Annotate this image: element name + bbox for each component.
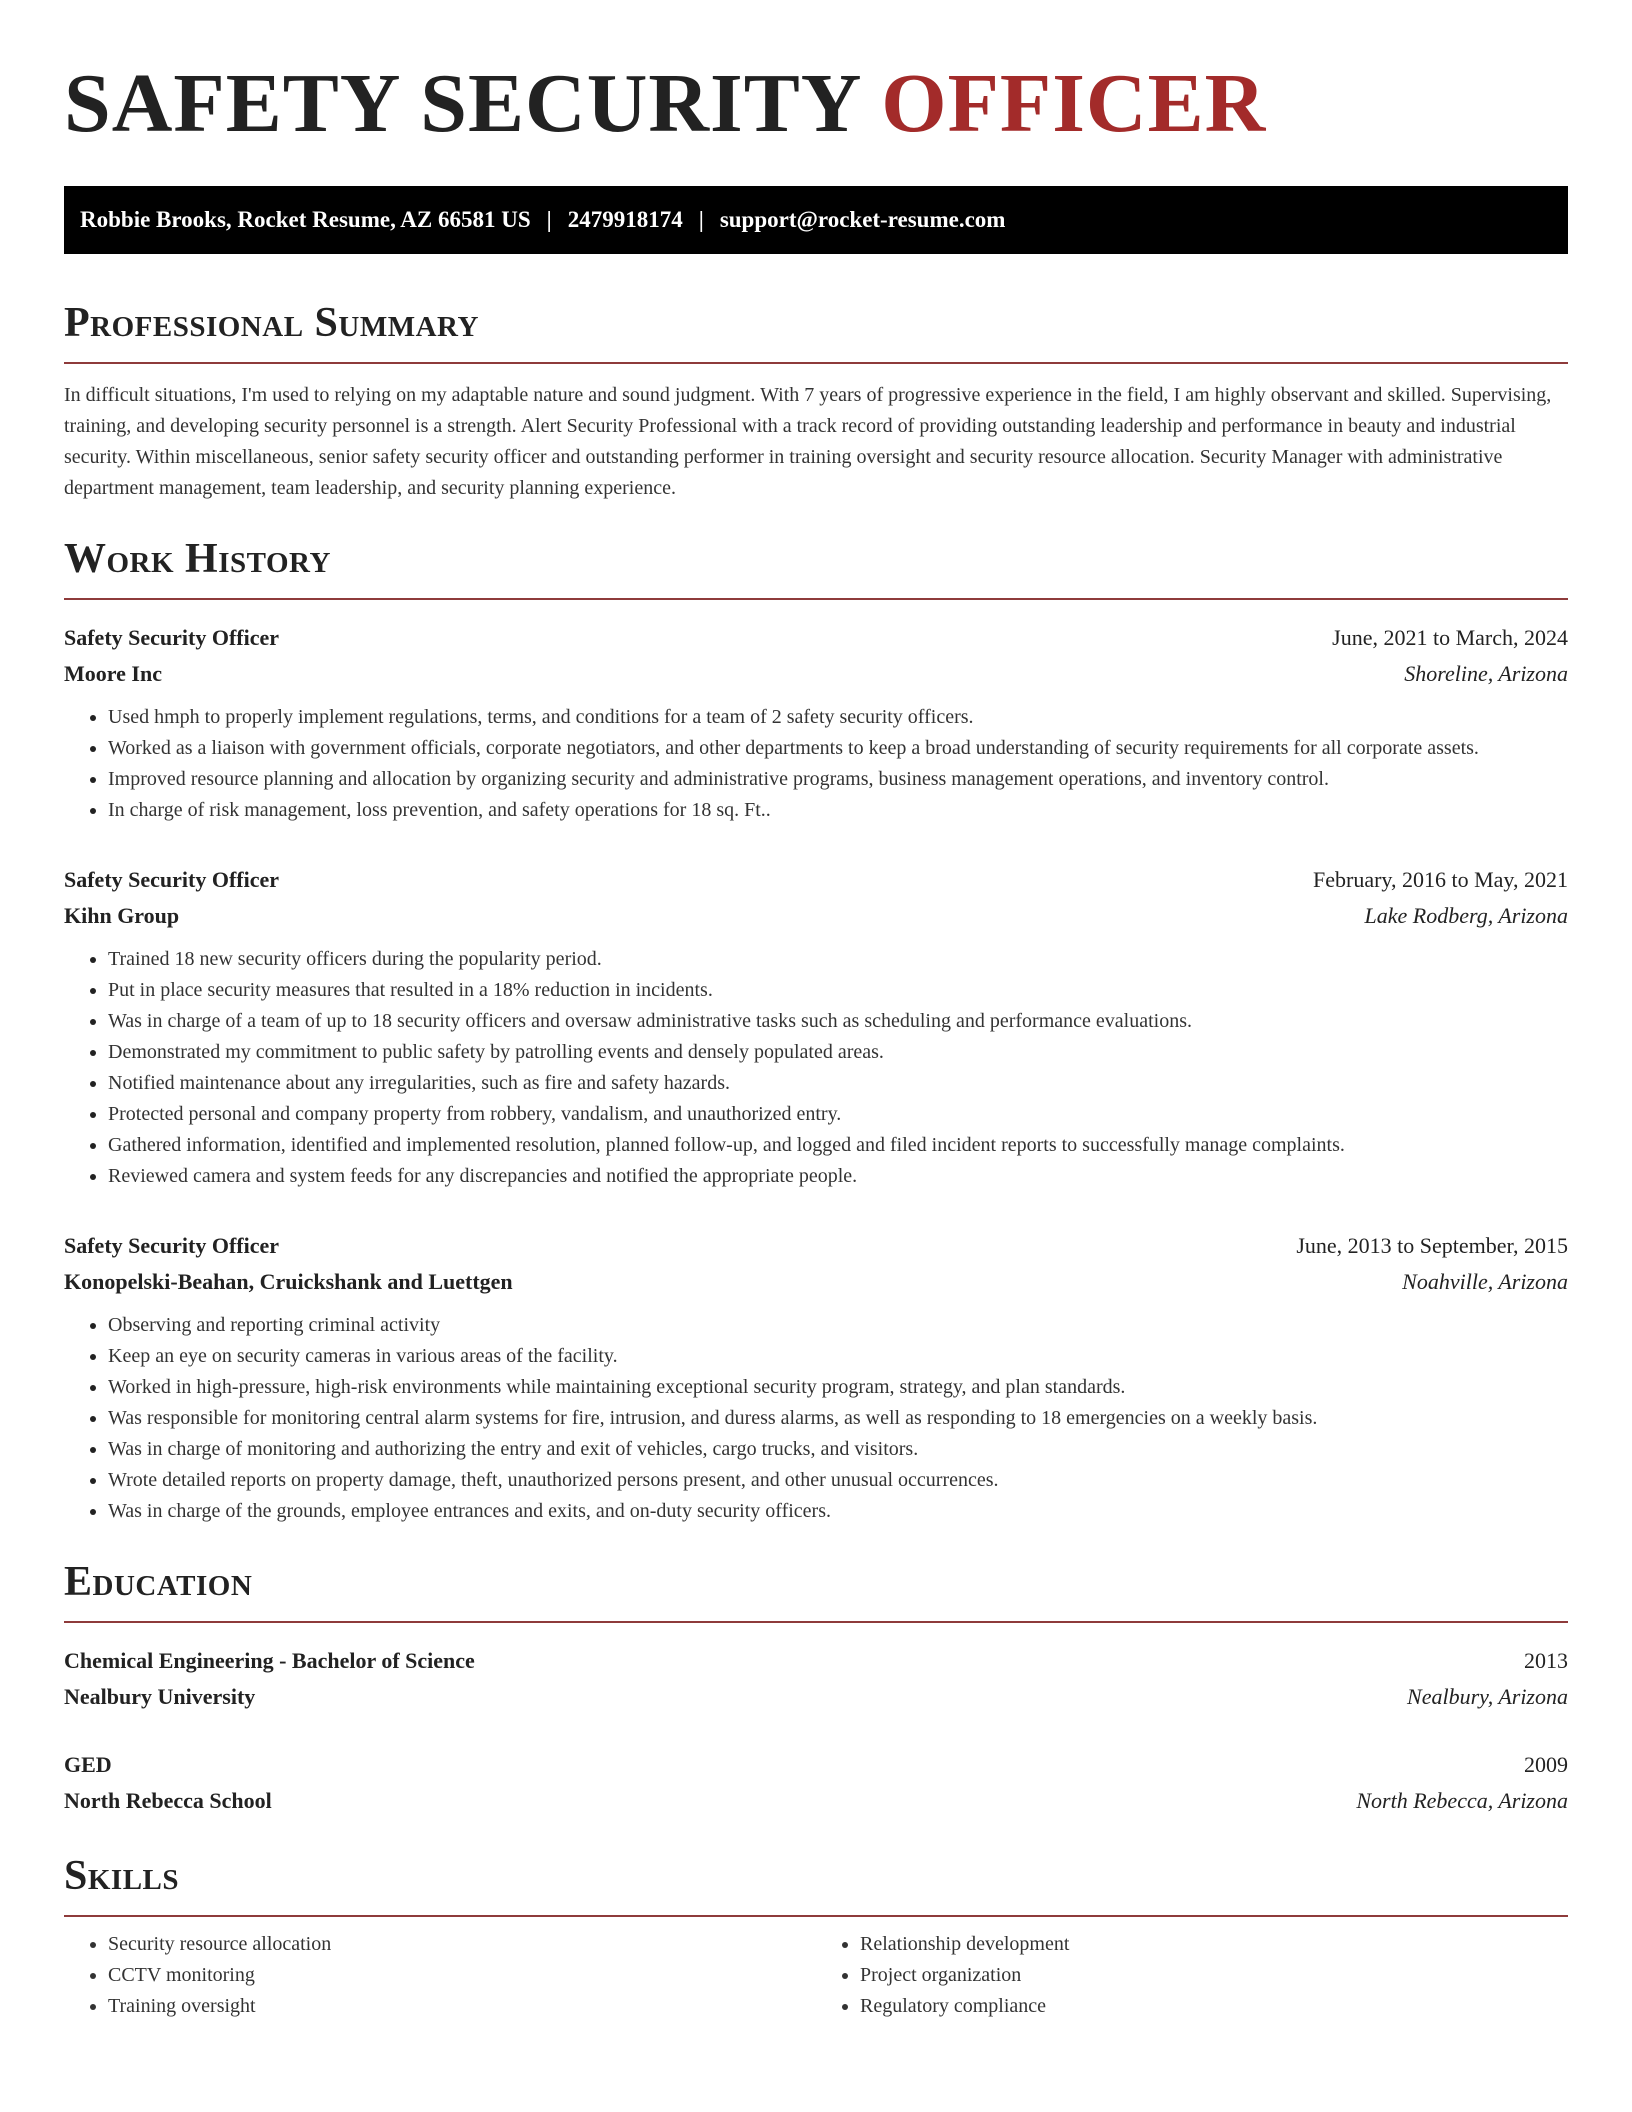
education-school: North Rebecca School (64, 1788, 272, 1813)
skill-item: • Project organization (860, 1960, 1568, 1991)
contact-separator: | (698, 207, 704, 232)
skill-item: • Security resource allocation (108, 1929, 816, 1960)
job-header-row (64, 862, 1568, 898)
job-entry (64, 862, 1568, 1192)
skills-column-left (64, 1929, 816, 2022)
resume-title (64, 56, 1568, 152)
job-bullet: • Was in charge of a team of up to 18 security officers and oversaw administrative tasks such as scheduling and performance evaluations. (108, 1006, 1568, 1037)
education-heading: Education (64, 1557, 1568, 1623)
job-title: Safety Security Officer (64, 625, 280, 650)
job-bullets (64, 702, 1568, 826)
job-bullet: • Improved resource planning and allocation by organizing security and administrative programs, business management operations, and inventory control. (108, 764, 1568, 795)
education-degree: Chemical Engineering - Bachelor of Science (64, 1648, 475, 1673)
skills-section (64, 1851, 1568, 2022)
skill-item: • Regulatory compliance (860, 1991, 1568, 2022)
work-history-heading: Work History (64, 534, 1568, 600)
job-bullet: • Used hmph to properly implement regulations, terms, and conditions for a team of 2 safety security officers. (108, 702, 1568, 733)
work-history-section (64, 534, 1568, 1527)
job-bullet: • Was in charge of the grounds, employee entrances and exits, and on-duty security officers. (108, 1496, 1568, 1527)
contact-bar (64, 186, 1568, 254)
education-degree-row (64, 1747, 1568, 1783)
job-bullet: • Put in place security measures that resulted in a 18% reduction in incidents. (108, 975, 1568, 1006)
education-year: 2013 (1524, 1648, 1568, 1673)
skills-heading: Skills (64, 1851, 1568, 1917)
job-header-row (64, 620, 1568, 656)
skills-grid (64, 1929, 1568, 2022)
title-main: SAFETY SECURITY (64, 57, 860, 150)
job-bullet: • Protected personal and company property from robbery, vandalism, and unauthorized entry. (108, 1099, 1568, 1130)
job-company-row (64, 1264, 1568, 1300)
summary-section (64, 298, 1568, 504)
job-bullet: • In charge of risk management, loss prevention, and safety operations for 18 sq. Ft.. (108, 795, 1568, 826)
job-bullet: • Gathered information, identified and implemented resolution, planned follow-up, and logged and filed incident reports to successfully manage complaints. (108, 1130, 1568, 1161)
job-bullet: • Keep an eye on security cameras in various areas of the facility. (108, 1341, 1568, 1372)
education-school: Nealbury University (64, 1684, 256, 1709)
job-bullet: • Worked in high-pressure, high-risk environments while maintaining exceptional security program, strategy, and plan standards. (108, 1372, 1568, 1403)
job-bullets (64, 1310, 1568, 1527)
education-section (64, 1557, 1568, 1819)
job-bullet: • Observing and reporting criminal activity (108, 1310, 1568, 1341)
job-company-row (64, 898, 1568, 934)
job-dates: February, 2016 to May, 2021 (1313, 867, 1568, 892)
job-header-row (64, 1228, 1568, 1264)
education-entry (64, 1643, 1568, 1715)
education-year: 2009 (1524, 1752, 1568, 1777)
job-bullet: • Demonstrated my commitment to public safety by patrolling events and densely populated areas. (108, 1037, 1568, 1068)
job-bullet: • Worked as a liaison with government officials, corporate negotiators, and other departments to keep a broad understanding of security requirements for all corporate assets. (108, 733, 1568, 764)
skills-column-right (816, 1929, 1568, 2022)
education-school-row (64, 1679, 1568, 1715)
job-dates: June, 2013 to September, 2015 (1296, 1233, 1568, 1258)
skill-item: • CCTV monitoring (108, 1960, 816, 1991)
summary-text: In difficult situations, I'm used to relying on my adaptable nature and sound judgment. With 7 years of progressive experience in the field, I am highly observant and skilled. Supervising, training, and developing security personnel is a strength. Alert Security Professional with a track record of providing outstanding leadership and performance in beauty and industrial security. Within miscellaneous, senior safety security officer and outstanding performer in training oversight and security resource allocation. Security Manager with administrative department management, team leadership, and security planning experience. (64, 384, 1552, 499)
job-bullet: • Was in charge of monitoring and authorizing the entry and exit of vehicles, cargo trucks, and visitors. (108, 1434, 1568, 1465)
job-location: Shoreline, Arizona (1404, 661, 1568, 686)
job-company-row (64, 656, 1568, 692)
contact-email: support@rocket-resume.com (719, 207, 1006, 232)
skill-item: • Relationship development (860, 1929, 1568, 1960)
job-entry (64, 620, 1568, 826)
job-bullet: • Reviewed camera and system feeds for any discrepancies and notified the appropriate people. (108, 1161, 1568, 1192)
job-company: Moore Inc (64, 661, 162, 686)
job-company: Konopelski-Beahan, Cruickshank and Luettgen (64, 1269, 513, 1294)
job-dates: June, 2021 to March, 2024 (1332, 625, 1568, 650)
job-title: Safety Security Officer (64, 867, 280, 892)
education-school-row (64, 1783, 1568, 1819)
contact-address: Robbie Brooks, Rocket Resume, AZ 66581 US (80, 207, 531, 232)
contact-separator: | (546, 207, 552, 232)
contact-phone: 2479918174 (567, 207, 683, 232)
job-bullet: • Was responsible for monitoring central alarm systems for fire, intrusion, and duress alarms, as well as responding to 18 emergencies on a weekly basis. (108, 1403, 1568, 1434)
job-location: Noahville, Arizona (1402, 1269, 1568, 1294)
job-bullet: • Wrote detailed reports on property damage, theft, unauthorized persons present, and other unusual occurrences. (108, 1465, 1568, 1496)
skill-item: • Training oversight (108, 1991, 816, 2022)
education-entry (64, 1747, 1568, 1819)
summary-heading: Professional Summary (64, 298, 1568, 364)
job-entry (64, 1228, 1568, 1527)
education-degree: GED (64, 1752, 112, 1777)
education-location: North Rebecca, Arizona (1356, 1788, 1568, 1813)
education-degree-row (64, 1643, 1568, 1679)
job-bullet: • Trained 18 new security officers during the popularity period. (108, 944, 1568, 975)
education-location: Nealbury, Arizona (1407, 1684, 1568, 1709)
job-bullets (64, 944, 1568, 1192)
job-title: Safety Security Officer (64, 1233, 280, 1258)
job-company: Kihn Group (64, 903, 180, 928)
job-bullet: • Notified maintenance about any irregularities, such as fire and safety hazards. (108, 1068, 1568, 1099)
title-accent: OFFICER (881, 57, 1267, 150)
job-location: Lake Rodberg, Arizona (1364, 903, 1568, 928)
